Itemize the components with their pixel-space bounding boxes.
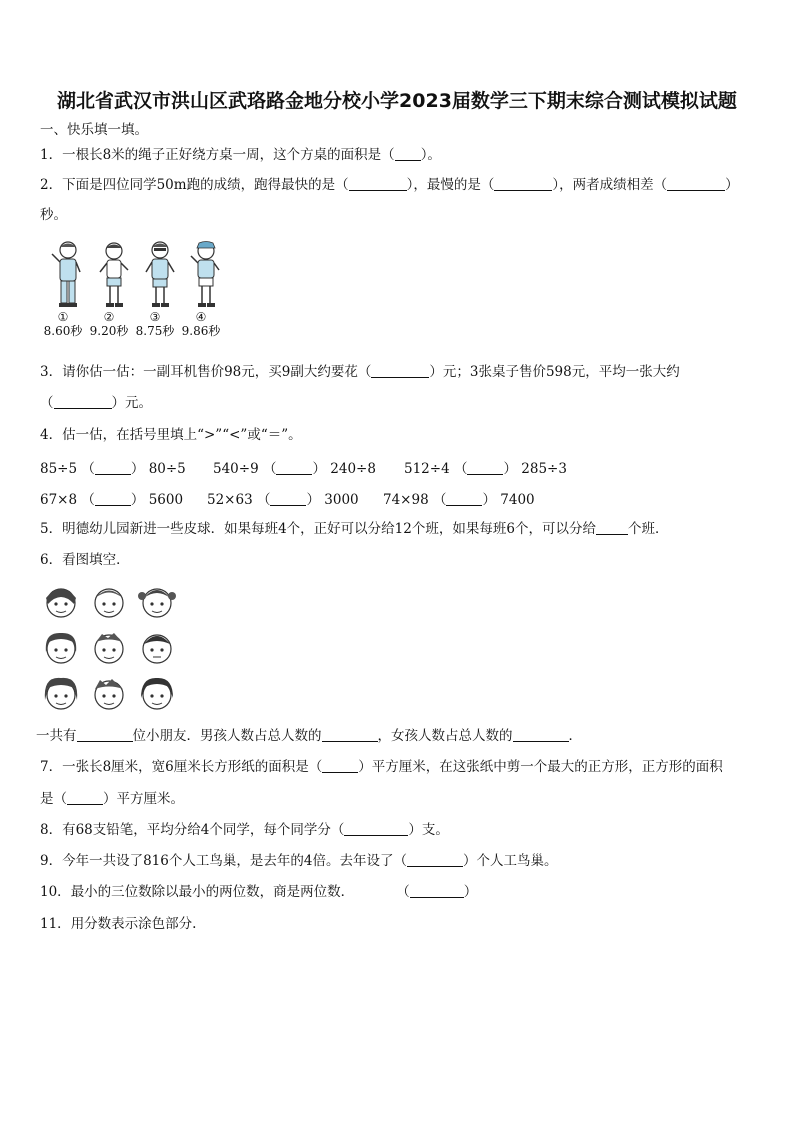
runners-figure: ① 8.60秒 ② 9.20秒 ③ 8.75秒 ④ 9.86秒 — [40, 240, 240, 340]
answer-blank[interactable] — [467, 461, 503, 475]
question-3-cont: （ ）元。 — [40, 395, 152, 411]
compare-item: 74×98 （ ） 7400 — [383, 492, 535, 508]
answer-blank[interactable] — [95, 492, 131, 506]
question-1: 1．一根长8米的绳子正好绕方桌一周，这个方桌的面积是（ ）。 — [40, 147, 441, 163]
runner-3-image — [140, 240, 180, 312]
runner-2-image — [94, 240, 134, 312]
section-heading: 一、快乐填一填。 — [40, 122, 148, 138]
runner-4-image — [186, 240, 226, 312]
question-8: 8．有68支铅笔，平均分给4个同学，每个同学分（ ）支。 — [40, 822, 449, 838]
question-7-cont: 是（ ）平方厘米。 — [40, 791, 184, 807]
question-9: 9．今年一共设了816个人工鸟巢，是去年的4倍。去年设了（ ）个人工鸟巢。 — [40, 853, 558, 869]
girl-face-image — [40, 582, 82, 622]
boy-face-image — [88, 582, 130, 622]
answer-blank[interactable] — [322, 759, 358, 773]
children-faces-figure — [40, 582, 190, 712]
answer-blank[interactable] — [322, 728, 378, 742]
question-3: 3．请你估一估：一副耳机售价98元，买9副大约要花（ ）元；3张桌子售价598元，平均一张大约 — [40, 364, 680, 380]
girl-face-image — [136, 674, 178, 714]
boy-face-image — [88, 628, 130, 668]
answer-blank[interactable] — [276, 461, 312, 475]
answer-blank[interactable] — [349, 177, 407, 191]
answer-blank[interactable] — [371, 364, 429, 378]
runner-1-image — [48, 240, 88, 312]
boy-face-image — [88, 674, 130, 714]
question-10: 10．最小的三位数除以最小的两位数，商是两位数． （ ） — [40, 884, 478, 900]
question-5: 5．明德幼儿园新进一些皮球．如果每班4个，正好可以分给12个班，如果每班6个，可以分给 个班． — [40, 521, 669, 537]
answer-blank[interactable] — [513, 728, 569, 742]
boy-face-image — [136, 628, 178, 668]
question-6: 6．看图填空． — [40, 552, 130, 568]
answer-blank[interactable] — [67, 791, 103, 805]
answer-blank[interactable] — [344, 822, 408, 836]
question-4: 4．估一估，在括号里填上“>”“<”或“＝”。 — [40, 427, 302, 443]
girl-face-image — [136, 582, 178, 622]
answer-blank[interactable] — [446, 492, 482, 506]
question-11: 11．用分数表示涂色部分. — [40, 916, 197, 932]
girl-face-image — [40, 628, 82, 668]
answer-blank[interactable] — [54, 395, 112, 409]
compare-item: 52×63 （ ） 3000 — [207, 492, 359, 508]
girl-face-image — [40, 674, 82, 714]
compare-item: 512÷4 （ ） 285÷3 — [404, 461, 567, 477]
answer-blank[interactable] — [410, 884, 464, 898]
answer-blank[interactable] — [494, 177, 552, 191]
answer-blank[interactable] — [407, 853, 463, 867]
page-title: 湖北省武汉市洪山区武珞路金地分校小学2023届数学三下期末综合测试模拟试题 — [57, 90, 737, 112]
question-7: 7．一张长8厘米，宽6厘米长方形纸的面积是（ ）平方厘米，在这张纸中剪一个最大的正方形，正方形的面积 — [40, 759, 723, 775]
compare-item: 540÷9 （ ） 240÷8 — [213, 461, 376, 477]
answer-blank[interactable] — [596, 521, 628, 535]
question-2-cont: 秒。 — [40, 207, 67, 223]
answer-blank[interactable] — [395, 147, 421, 161]
question-6-answer-line: 一共有 位小朋友．男孩人数占总人数的 ，女孩人数占总人数的 ． — [36, 728, 582, 744]
answer-blank[interactable] — [95, 461, 131, 475]
question-2: 2．下面是四位同学50m跑的成绩，跑得最快的是（ ），最慢的是（ ），两者成绩相差（ ） — [40, 177, 739, 193]
answer-blank[interactable] — [270, 492, 306, 506]
answer-blank[interactable] — [77, 728, 133, 742]
compare-item: 67×8 （ ） 5600 — [40, 492, 184, 508]
answer-blank[interactable] — [667, 177, 725, 191]
compare-item: 85÷5 （ ） 80÷5 — [40, 461, 186, 477]
